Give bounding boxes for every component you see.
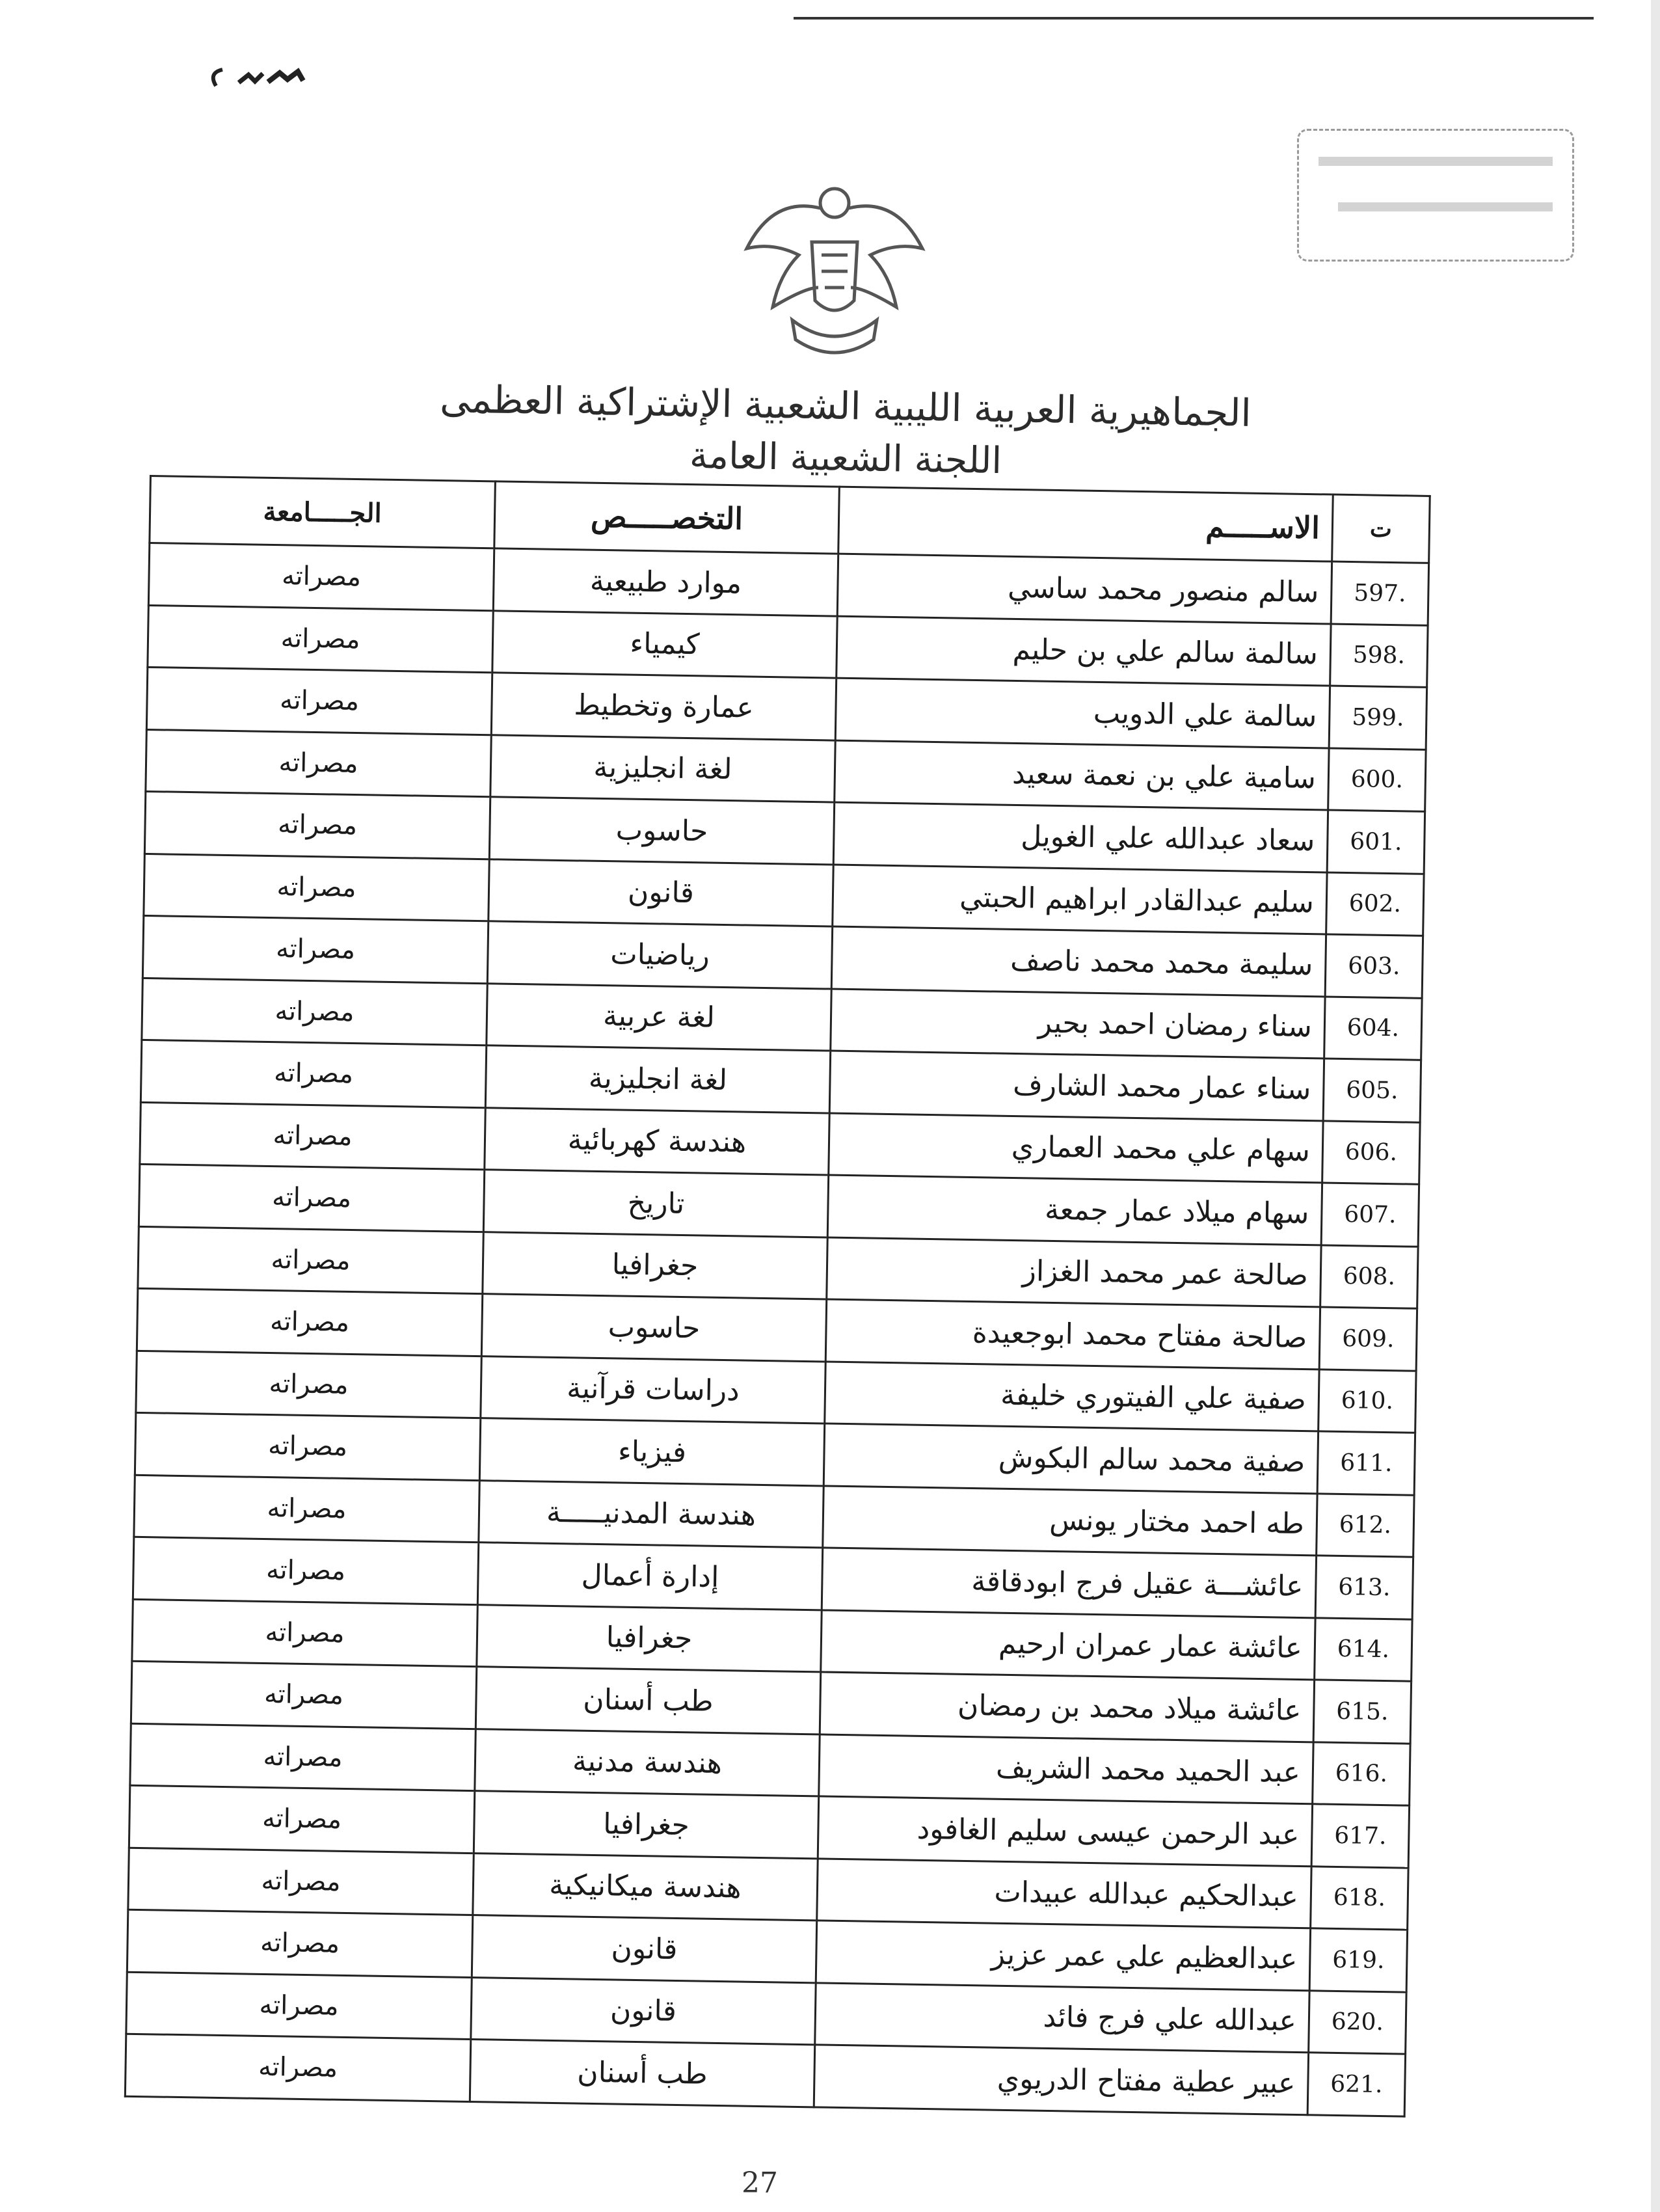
row-university: مصراته xyxy=(134,1475,479,1543)
row-number: 621. xyxy=(1307,2053,1405,2116)
row-name: عبد الحميد محمد الشريف xyxy=(819,1734,1313,1803)
row-university: مصراته xyxy=(125,2034,470,2101)
row-name: سناء عمار محمد الشارف xyxy=(829,1051,1324,1120)
row-number: 617. xyxy=(1311,1804,1409,1868)
row-specialty: حاسوب xyxy=(481,1294,826,1362)
row-name: سليمة محمد محمد ناصف xyxy=(831,926,1326,996)
row-specialty: حاسوب xyxy=(489,797,834,865)
row-number: 608. xyxy=(1320,1245,1418,1308)
row-university: مصراته xyxy=(142,978,487,1045)
row-name: عبد الرحمن عيسى سليم الغافود xyxy=(818,1796,1312,1866)
row-university: مصراته xyxy=(138,1226,483,1294)
row-specialty: طب أسنان xyxy=(475,1667,820,1734)
row-number: 609. xyxy=(1319,1307,1417,1371)
row-specialty: تاريخ xyxy=(483,1170,828,1237)
row-specialty: رياضيات xyxy=(487,921,832,989)
names-table-grid xyxy=(124,475,1431,2117)
row-university: مصراته xyxy=(137,1288,482,1356)
row-specialty: هندسة مدنية xyxy=(475,1729,820,1796)
row-university: مصراته xyxy=(131,1661,476,1729)
col-header-no: ت xyxy=(1332,494,1430,563)
row-university: مصراته xyxy=(126,1972,472,2040)
scan-edge xyxy=(1651,0,1660,2212)
col-header-specialty: التخصـــــص xyxy=(494,481,840,554)
row-specialty: جغرافيا xyxy=(474,1791,818,1859)
row-number: 601. xyxy=(1327,810,1425,874)
row-university: مصراته xyxy=(132,1599,477,1667)
row-name: صفية علي الفيتوري خليفة xyxy=(825,1361,1319,1431)
row-specialty: فيزياء xyxy=(479,1418,824,1486)
row-name: عبدالله علي فرج فائد xyxy=(815,1982,1309,2052)
row-university: مصراته xyxy=(135,1412,480,1480)
row-specialty: طب أسنان xyxy=(470,2040,814,2107)
row-name: سالمة علي الدويب xyxy=(835,678,1330,748)
row-university: مصراته xyxy=(146,667,492,735)
row-specialty: دراسات قرآنية xyxy=(481,1356,825,1423)
row-university: مصراته xyxy=(148,543,494,611)
row-number: 600. xyxy=(1328,748,1426,812)
row-number: 619. xyxy=(1309,1928,1407,1992)
row-university: مصراته xyxy=(148,605,493,673)
row-university: مصراته xyxy=(141,1040,486,1107)
row-specialty: هندسة المدنيـــــة xyxy=(479,1480,823,1548)
row-university: مصراته xyxy=(146,729,491,797)
row-number: 618. xyxy=(1311,1866,1408,1930)
stamp-box xyxy=(1297,129,1574,262)
row-specialty: كيمياء xyxy=(492,610,837,678)
row-university: مصراته xyxy=(133,1537,478,1604)
row-name: عائشة عمار عمران ارحيم xyxy=(821,1610,1315,1679)
row-number: 620. xyxy=(1309,1990,1406,2054)
row-specialty: إدارة أعمال xyxy=(477,1543,822,1610)
row-name: سعاد عبدالله علي الغويل xyxy=(833,802,1328,872)
row-number: 604. xyxy=(1324,996,1422,1060)
row-specialty: لغة عربية xyxy=(487,983,831,1051)
top-rule xyxy=(794,17,1594,20)
row-name: سهام علي محمد العماري xyxy=(829,1113,1323,1183)
row-university: مصراته xyxy=(127,1909,472,1977)
row-specialty: موارد طبيعية xyxy=(493,548,838,616)
row-name: صالحة عمر محمد الغزاز xyxy=(827,1237,1321,1307)
row-number: 606. xyxy=(1322,1120,1420,1184)
row-university: مصراته xyxy=(129,1785,474,1853)
row-number: 599. xyxy=(1329,686,1426,749)
row-university: مصراته xyxy=(140,1102,485,1170)
row-university: مصراته xyxy=(128,1848,474,1915)
row-specialty: عمارة وتخطيط xyxy=(491,673,836,740)
row-number: 611. xyxy=(1317,1431,1415,1495)
row-specialty: هندسة كهربائية xyxy=(485,1107,829,1175)
row-name: سليم عبدالقادر ابراهيم الحبتي xyxy=(833,865,1327,934)
row-specialty: قانون xyxy=(472,1915,816,1983)
row-specialty: جغرافيا xyxy=(477,1604,822,1672)
row-university: مصراته xyxy=(144,791,490,859)
row-university: مصراته xyxy=(139,1164,484,1232)
col-header-name: الاســـــم xyxy=(838,487,1333,561)
names-table xyxy=(124,475,1431,2154)
row-university: مصراته xyxy=(142,915,488,983)
row-name: سهام ميلاد عمار جمعة xyxy=(827,1175,1322,1245)
row-number: 614. xyxy=(1315,1617,1412,1681)
row-specialty: قانون xyxy=(471,1977,816,2045)
col-header-university: الجـــــامعة xyxy=(150,476,496,548)
handwritten-mark xyxy=(203,60,307,99)
row-name: صالحة مفتاح محمد ابوجعيدة xyxy=(825,1299,1320,1369)
row-name: سناء رمضان احمد بحير xyxy=(831,989,1325,1059)
row-university: مصراته xyxy=(136,1351,481,1418)
row-name: عبدالحكيم عبدالله عبيدات xyxy=(817,1858,1311,1928)
row-name: صفية محمد سالم البكوش xyxy=(823,1423,1318,1493)
row-specialty: قانون xyxy=(489,859,833,926)
row-number: 612. xyxy=(1317,1493,1414,1557)
row-number: 610. xyxy=(1319,1369,1416,1433)
row-number: 603. xyxy=(1325,934,1423,998)
row-number: 613. xyxy=(1315,1556,1413,1619)
row-name: طه احمد مختار يونس xyxy=(823,1485,1317,1555)
row-university: مصراته xyxy=(144,854,489,921)
row-specialty: لغة انجليزية xyxy=(485,1045,830,1113)
row-number: 616. xyxy=(1313,1742,1410,1805)
row-specialty: هندسة ميكانيكية xyxy=(473,1853,818,1921)
row-name: سامية علي بن نعمة سعيد xyxy=(835,740,1329,810)
header-line-2: اللجنة الشعبية العامة xyxy=(689,434,1002,483)
row-specialty: لغة انجليزية xyxy=(490,735,835,802)
row-name: عبدالعظيم علي عمر عزيز xyxy=(816,1921,1310,1990)
row-specialty: جغرافيا xyxy=(483,1232,827,1299)
row-number: 602. xyxy=(1326,872,1424,936)
page-number: 27 xyxy=(742,2166,778,2200)
row-number: 607. xyxy=(1321,1183,1419,1247)
header-line-1: الجماهيرية العربية الليبية الشعبية الإشتراكية العظمى xyxy=(439,377,1252,435)
row-name: عبير عطية مفتاح الدريوي xyxy=(814,2045,1308,2114)
row-number: 615. xyxy=(1313,1680,1411,1744)
row-number: 605. xyxy=(1323,1059,1421,1122)
row-number: 597. xyxy=(1331,561,1428,625)
row-name: سالم منصور محمد ساسي xyxy=(837,554,1332,623)
row-number: 598. xyxy=(1330,624,1428,688)
row-name: سالمة سالم علي بن حليم xyxy=(837,616,1331,686)
eagle-emblem-icon xyxy=(734,170,935,372)
row-name: عائشـــة عقيل فرج ابودقاقة xyxy=(822,1548,1316,1617)
row-name: عائشة ميلاد محمد بن رمضان xyxy=(820,1672,1314,1742)
row-university: مصراته xyxy=(130,1723,475,1791)
